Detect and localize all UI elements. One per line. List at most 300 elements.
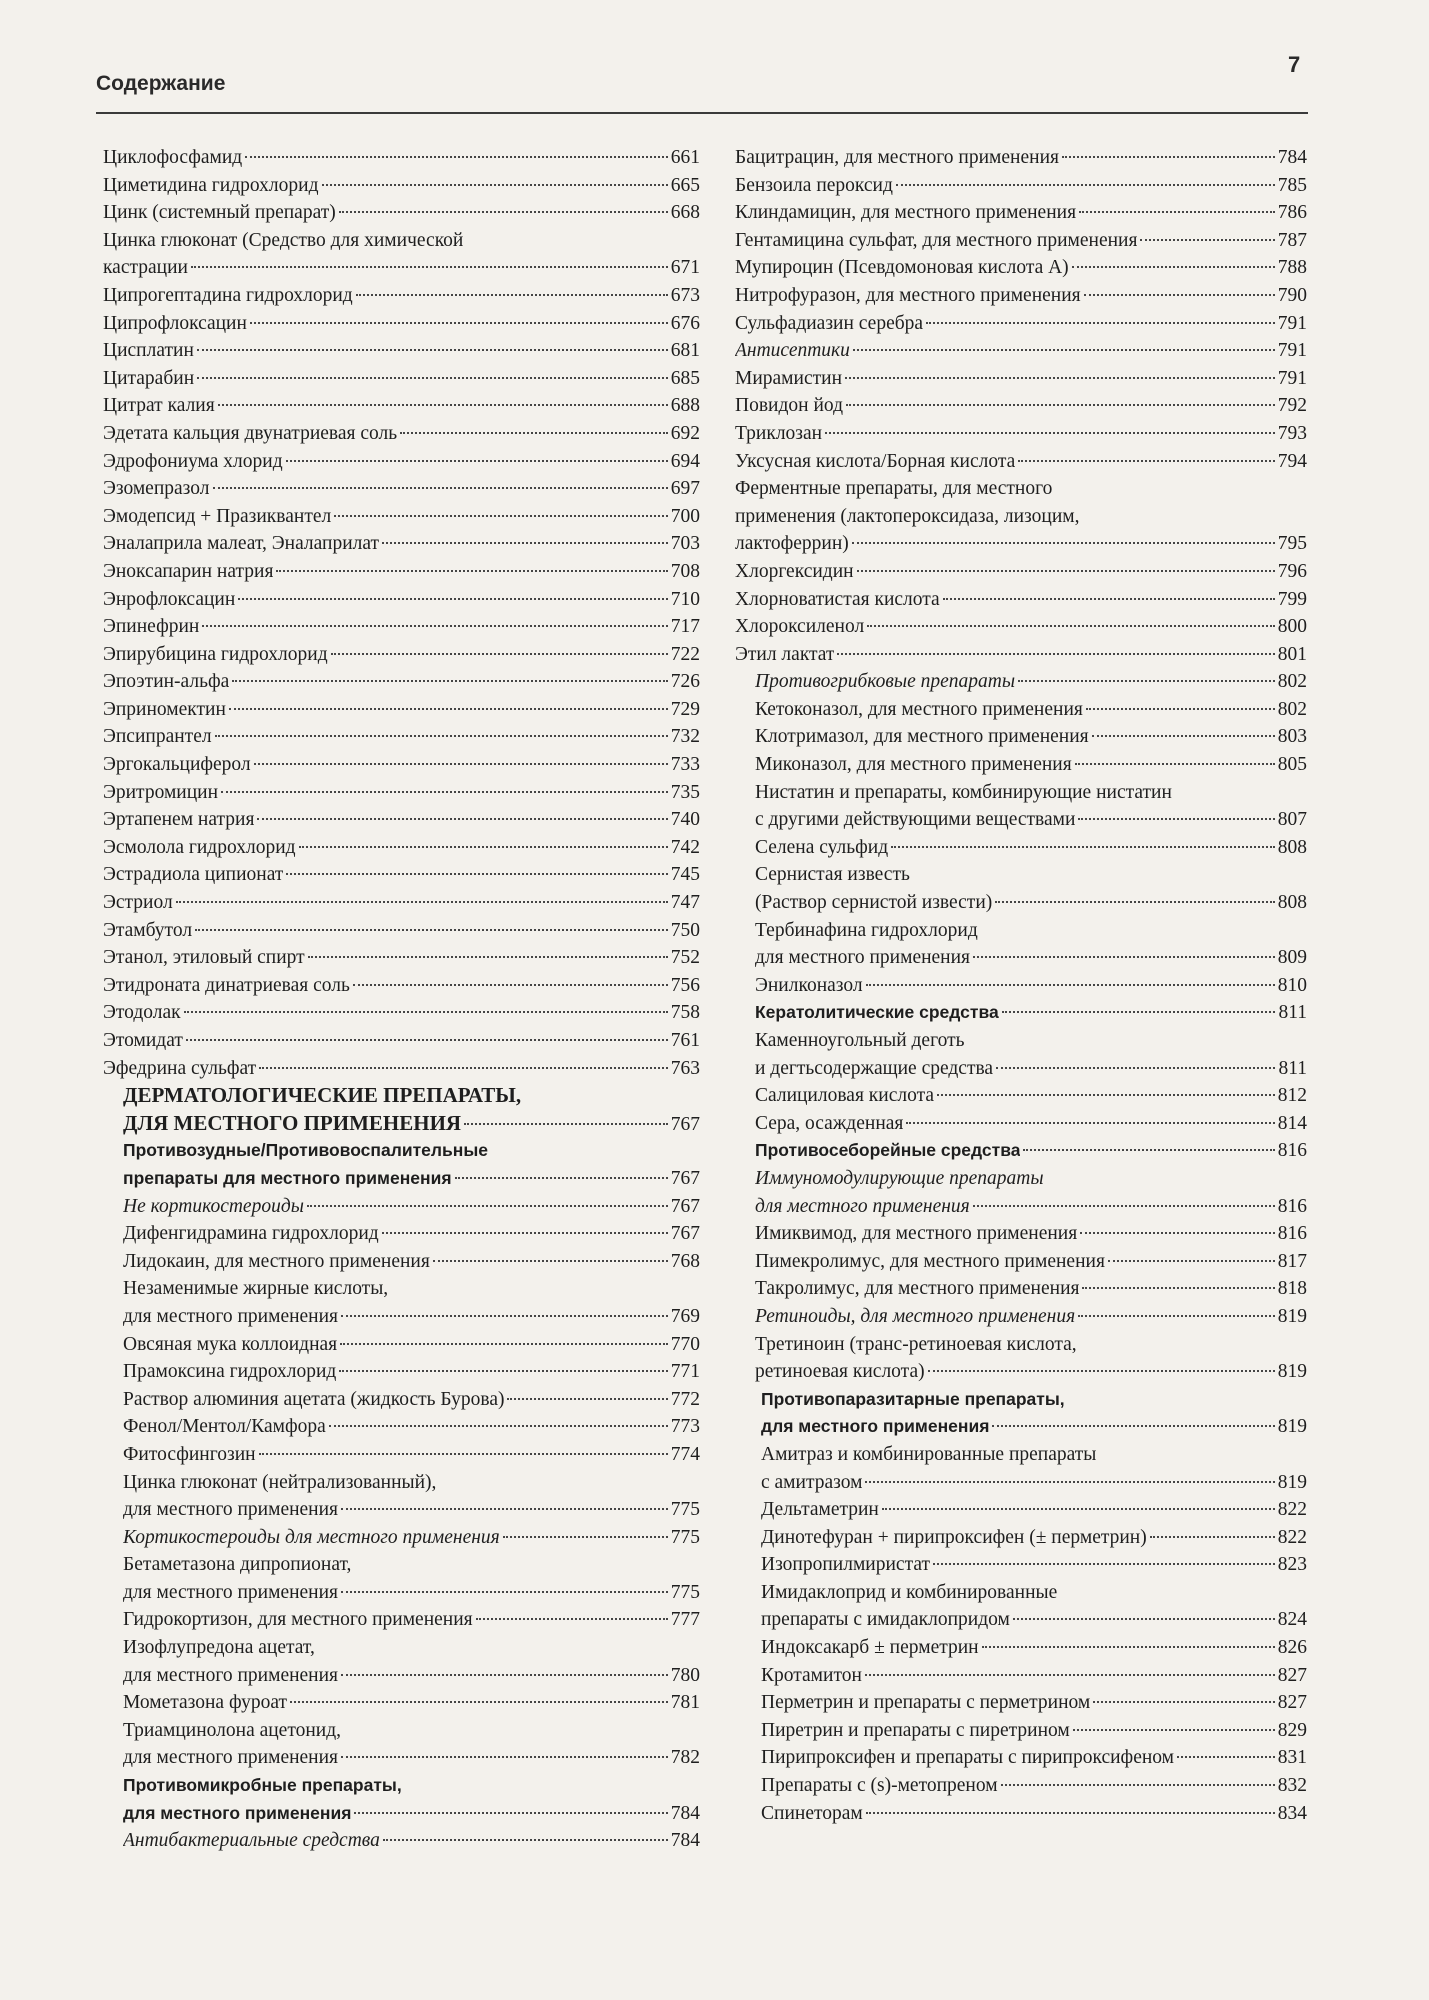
dot-leader: [865, 1674, 1275, 1676]
toc-entry-title: Энилконазол: [755, 974, 863, 996]
toc-entry-title: лактоферрин): [735, 533, 849, 555]
toc-entry: [735, 1248, 1307, 1276]
toc-entry: [735, 751, 1307, 779]
toc-entry-title: Салициловая кислота: [755, 1085, 935, 1107]
toc-entry-page: 786: [1277, 202, 1307, 224]
toc-entry-page: 805: [1277, 754, 1307, 776]
toc-entry-title: Такролимус, для местного применения: [755, 1278, 1080, 1300]
toc-entry-page: 802: [1277, 698, 1307, 720]
toc-entry-title: Фитосфингозин: [123, 1443, 256, 1465]
toc-entry: [103, 1469, 700, 1497]
toc-entry-page: 688: [670, 395, 700, 417]
dot-leader: [973, 1205, 1275, 1207]
toc-entry: [735, 1110, 1307, 1138]
dot-leader: [982, 1646, 1275, 1648]
toc-entry-title: Этил лактат: [735, 643, 835, 665]
dot-leader: [1084, 294, 1275, 296]
toc-entry-title: Прамоксина гидрохлорид: [123, 1361, 337, 1383]
toc-entry-title: Эргокальциферол: [103, 754, 251, 776]
toc-entry: [103, 1055, 700, 1083]
toc-entry-title: Нитрофуразон, для местного применения: [735, 284, 1081, 306]
toc-entry-page: 811: [1278, 1002, 1307, 1024]
toc-entry-title: с амитразом: [761, 1471, 863, 1493]
toc-entry-title: Ципрогептадина гидрохлорид: [103, 284, 353, 306]
toc-entry-page: 819: [1277, 1305, 1307, 1327]
toc-entry-title: Овсяная мука коллоидная: [123, 1333, 338, 1355]
toc-entry: [103, 227, 700, 255]
toc-entry: [735, 972, 1307, 1000]
toc-entry: [103, 530, 700, 558]
dot-leader: [308, 956, 668, 958]
toc-entry-title: Триамцинолона ацетонид,: [123, 1719, 342, 1741]
toc-entry: [103, 806, 700, 834]
toc-entry-page: 809: [1277, 947, 1307, 969]
toc-entry: [103, 1386, 700, 1414]
toc-entry-title: Ретиноиды, для местного применения: [755, 1305, 1076, 1327]
dot-leader: [1013, 1618, 1275, 1620]
toc-entry: [735, 475, 1307, 503]
toc-entry-page: 827: [1277, 1664, 1307, 1686]
dot-leader: [299, 846, 668, 848]
toc-entry-title: ДЕРМАТОЛОГИЧЕСКИЕ ПРЕПАРАТЫ,: [123, 1083, 522, 1108]
toc-entry-title: Сернистая известь: [755, 864, 910, 886]
dot-leader: [250, 322, 668, 324]
toc-entry: [103, 1827, 700, 1855]
dot-leader: [356, 294, 668, 296]
dot-leader: [1092, 735, 1275, 737]
toc-entry-page: 791: [1277, 367, 1307, 389]
toc-entry-page: 796: [1277, 560, 1307, 582]
toc-entry-page: 661: [670, 147, 700, 168]
toc-entry: [103, 641, 700, 669]
toc-entry: [103, 668, 700, 696]
toc-entry-title: Противозудные/Противовоспалительные: [123, 1140, 489, 1161]
dot-leader: [882, 1508, 1275, 1510]
toc-entry-page: 735: [670, 781, 700, 803]
toc-entry-page: 832: [1277, 1775, 1307, 1797]
toc-entry-title: Кератолитические средства: [755, 1002, 999, 1023]
dot-leader: [307, 1205, 668, 1207]
toc-entry: [735, 1358, 1307, 1386]
toc-entry-title: Эмодепсид + Празиквантел: [103, 505, 332, 527]
toc-entry-title: Клиндамицин, для местного применения: [735, 202, 1077, 224]
toc-entry-page: 758: [670, 1002, 700, 1024]
toc-entry-title: с другими действующими веществами: [755, 809, 1076, 831]
dot-leader: [218, 404, 668, 406]
dot-leader: [1078, 818, 1274, 820]
toc-entry: [103, 475, 700, 503]
toc-entry-page: 791: [1277, 340, 1307, 362]
toc-entry: [103, 861, 700, 889]
toc-entry: [103, 1800, 700, 1828]
toc-entry-title: Антибактериальные средства: [123, 1830, 380, 1852]
toc-entry-page: 826: [1277, 1637, 1307, 1659]
toc-entry-page: 819: [1277, 1471, 1307, 1493]
toc-entry-title: Эпирубицина гидрохлорид: [103, 643, 328, 665]
toc-entry-page: 827: [1277, 1692, 1307, 1714]
toc-entry: [735, 1386, 1307, 1414]
dot-leader: [1140, 239, 1274, 241]
toc-entry-page: 767: [670, 1167, 700, 1189]
toc-entry-title: Лидокаин, для местного применения: [123, 1250, 430, 1272]
toc-entry: [103, 1689, 700, 1717]
toc-entry-page: 726: [670, 671, 700, 693]
dot-leader: [1177, 1756, 1275, 1758]
toc-entry-title: Индоксакарб ± перметрин: [761, 1637, 979, 1659]
toc-entry: [103, 310, 700, 338]
toc-entry-title: Сера, осажденная: [755, 1112, 904, 1134]
dot-leader: [197, 377, 668, 379]
toc-entry: [735, 1662, 1307, 1690]
toc-entry-page: 818: [1277, 1278, 1307, 1300]
toc-entry-title: для местного применения: [123, 1664, 339, 1686]
toc-entry: [103, 586, 700, 614]
toc-entry-page: 752: [670, 947, 700, 969]
toc-entry-page: 816: [1277, 1223, 1307, 1245]
dot-leader: [1062, 156, 1275, 158]
toc-entry-title: Противомикробные препараты,: [123, 1775, 402, 1796]
toc-entry-title: Эналаприла малеат, Эналаприлат: [103, 533, 380, 555]
toc-entry-title: Цинка глюконат (Средство для химической: [103, 229, 464, 251]
toc-entry-title: Раствор алюминия ацетата (жидкость Бурова): [123, 1388, 505, 1410]
toc-entry-title: Пирипроксифен и препараты с пирипроксифеном: [761, 1747, 1175, 1769]
toc-entry: [103, 503, 700, 531]
toc-entry-title: Эфедрина сульфат: [103, 1057, 257, 1079]
toc-entry: [103, 1551, 700, 1579]
toc-entry: [103, 448, 700, 476]
dot-leader: [455, 1177, 668, 1179]
toc-entry: [735, 917, 1307, 945]
toc-entry-title: Сульфадиазин серебра: [735, 312, 924, 334]
toc-entry: [103, 779, 700, 807]
toc-entry-title: Дифенгидрамина гидрохлорид: [123, 1223, 379, 1245]
toc-entry-page: 742: [670, 836, 700, 858]
toc-entry-page: 817: [1277, 1250, 1307, 1272]
toc-entry: [103, 1220, 700, 1248]
toc-entry: [103, 1137, 700, 1165]
toc-entry: [103, 751, 700, 779]
toc-entry-page: 671: [670, 257, 700, 279]
dot-leader: [852, 542, 1275, 544]
toc-entry-page: 824: [1277, 1609, 1307, 1631]
toc-entry-title: Гидрокортизон, для местного применения: [123, 1609, 473, 1631]
toc-entry-title: Эзомепразол: [103, 478, 210, 500]
toc-entry: [735, 889, 1307, 917]
toc-entry: [735, 1551, 1307, 1579]
toc-entry-title: Пимекролимус, для местного применения: [755, 1250, 1105, 1272]
dot-leader: [341, 1674, 668, 1676]
toc-entry: [735, 834, 1307, 862]
toc-entry-page: 732: [670, 726, 700, 748]
toc-entry: [735, 448, 1307, 476]
toc-entry-title: Эртапенем натрия: [103, 809, 255, 831]
toc-entry: [735, 1524, 1307, 1552]
dot-leader: [186, 1039, 668, 1041]
dot-leader: [334, 515, 668, 517]
dot-leader: [1018, 460, 1274, 462]
toc-entry-page: 668: [670, 202, 700, 224]
page-title: Содержание: [96, 72, 226, 95]
toc-entry: [103, 1579, 700, 1607]
toc-entry-page: 799: [1277, 588, 1307, 610]
dot-leader: [331, 653, 668, 655]
toc-entry: [735, 1193, 1307, 1221]
toc-entry-page: 822: [1277, 1499, 1307, 1521]
dot-leader: [1073, 1729, 1275, 1731]
toc-entry-title: Эпоэтин-альфа: [103, 671, 230, 693]
dot-leader: [1082, 1287, 1274, 1289]
dot-leader: [1075, 763, 1275, 765]
dot-leader: [257, 818, 667, 820]
toc-entry: [103, 889, 700, 917]
toc-entry-title: Кетоконазол, для местного применения: [755, 698, 1083, 720]
dot-leader: [286, 460, 668, 462]
dot-leader: [1078, 1315, 1275, 1317]
toc-entry: [735, 641, 1307, 669]
toc-entry-page: 800: [1277, 616, 1307, 638]
toc-entry-title: Энрофлоксацин: [103, 588, 236, 610]
toc-entry-page: 775: [670, 1581, 700, 1603]
toc-entry-page: 708: [670, 560, 700, 582]
dot-leader: [906, 1122, 1274, 1124]
toc-entry-page: 729: [670, 698, 700, 720]
dot-leader: [339, 1370, 667, 1372]
toc-entry-page: 834: [1277, 1802, 1307, 1824]
toc-entry: [103, 1110, 700, 1138]
toc-entry-page: 767: [670, 1223, 700, 1245]
toc-entry: [103, 723, 700, 751]
dot-leader: [867, 625, 1275, 627]
toc-entry-title: Антисептики: [735, 340, 850, 362]
dot-leader: [259, 1067, 668, 1069]
dot-leader: [341, 1756, 668, 1758]
toc-entry-title: Противопаразитарные препараты,: [761, 1388, 1065, 1409]
toc-entry-title: Этанол, этиловый спирт: [103, 947, 305, 969]
toc-entry-title: Цитрат калия: [103, 395, 215, 417]
toc-entry-title: Тербинафина гидрохлорид: [755, 919, 978, 941]
toc-entry-page: 793: [1277, 422, 1307, 444]
toc-entry-title: Динотефуран + пирипроксифен (± перметрин): [761, 1526, 1147, 1548]
toc-entry-page: 694: [670, 450, 700, 472]
toc-entry-page: 673: [670, 284, 700, 306]
toc-entry-title: Этомидат: [103, 1030, 183, 1051]
toc-entry-page: 771: [670, 1361, 700, 1383]
toc-entry-page: 777: [670, 1609, 700, 1631]
dot-leader: [340, 1343, 668, 1345]
dot-leader: [853, 349, 1275, 351]
toc-entry-page: 685: [670, 367, 700, 389]
toc-entry: [103, 972, 700, 1000]
toc-entry-page: 790: [1277, 284, 1307, 306]
dot-leader: [1108, 1260, 1275, 1262]
toc-entry-title: Хлорноватистая кислота: [735, 588, 940, 610]
toc-entry: [103, 1027, 700, 1055]
toc-entry-title: Изофлупредона ацетат,: [123, 1637, 315, 1659]
toc-entry: [103, 254, 700, 282]
toc-entry: [103, 1441, 700, 1469]
toc-entry-page: 775: [670, 1526, 700, 1548]
toc-entry: [735, 1413, 1307, 1441]
dot-leader: [1079, 211, 1275, 213]
toc-entry-title: Гентамицина сульфат, для местного применения: [735, 229, 1138, 251]
toc-entry-title: Препараты с (s)-метопреном: [761, 1775, 998, 1797]
dot-leader: [503, 1536, 668, 1538]
dot-leader: [213, 487, 668, 489]
toc-entry: [735, 282, 1307, 310]
dot-leader: [992, 1425, 1274, 1427]
toc-entry: [735, 861, 1307, 889]
toc-entry-page: 676: [670, 312, 700, 334]
toc-entry-title: Ферментные препараты, для местного: [735, 478, 1053, 500]
toc-entry: [103, 1524, 700, 1552]
toc-entry-title: Пиретрин и препараты с пиретрином: [761, 1719, 1070, 1741]
toc-entry-title: Хлороксиленол: [735, 616, 865, 638]
toc-entry-page: 784: [670, 1830, 700, 1852]
toc-entry: [103, 558, 700, 586]
toc-entry-title: для местного применения: [123, 1747, 339, 1769]
toc-entry-title: Противогрибковые препараты: [755, 671, 1016, 693]
toc-entry: [735, 1496, 1307, 1524]
toc-entry-page: 692: [670, 422, 700, 444]
toc-entry: [103, 1496, 700, 1524]
toc-entry-title: Мирамистин: [735, 367, 843, 389]
toc-entry-title: препараты для местного применения: [123, 1167, 452, 1188]
dot-leader: [1086, 708, 1275, 710]
dot-leader: [825, 432, 1275, 434]
toc-column-left: [103, 144, 700, 1855]
toc-entry-title: ретиноевая кислота): [755, 1361, 925, 1383]
dot-leader: [1072, 266, 1275, 268]
toc-entry: [103, 1303, 700, 1331]
toc-entry-page: 823: [1277, 1554, 1307, 1576]
toc-entry: [735, 1579, 1307, 1607]
toc-entry: [735, 1055, 1307, 1083]
toc-entry-page: 717: [670, 616, 700, 638]
dot-leader: [891, 846, 1275, 848]
toc-entry-title: для местного применения: [755, 1195, 970, 1217]
dot-leader: [928, 1370, 1275, 1372]
toc-entry-title: Ципрофлоксацин: [103, 312, 247, 334]
toc-entry-page: 802: [1277, 671, 1307, 693]
toc-entry-page: 740: [670, 809, 700, 831]
toc-entry-page: 665: [670, 174, 700, 196]
dot-leader: [926, 322, 1275, 324]
toc-entry-title: Имиквимод, для местного применения: [755, 1223, 1078, 1245]
toc-entry-page: 745: [670, 864, 700, 886]
toc-entry-page: 710: [670, 588, 700, 610]
toc-entry-title: для местного применения: [755, 947, 971, 969]
dot-leader: [184, 1011, 668, 1013]
dot-leader: [354, 1812, 667, 1814]
toc-entry-title: Дельтаметрин: [761, 1499, 879, 1521]
toc-entry-page: 787: [1277, 229, 1307, 251]
dot-leader: [353, 984, 668, 986]
toc-entry: [103, 1358, 700, 1386]
toc-entry-page: 812: [1277, 1085, 1307, 1107]
toc-entry-page: 767: [670, 1195, 700, 1217]
toc-entry: [103, 1634, 700, 1662]
toc-entry: [735, 1800, 1307, 1828]
dot-leader: [1002, 1011, 1276, 1013]
toc-entry: [103, 1772, 700, 1800]
dot-leader: [400, 432, 668, 434]
toc-entry: [735, 144, 1307, 172]
dot-leader: [197, 349, 668, 351]
dot-leader: [202, 625, 667, 627]
toc-entry-page: 822: [1277, 1526, 1307, 1548]
toc-entry-title: Цисплатин: [103, 340, 194, 362]
dot-leader: [837, 653, 1274, 655]
toc-entry-page: 784: [1277, 147, 1307, 168]
toc-entry-page: 703: [670, 533, 700, 555]
dot-leader: [341, 1508, 668, 1510]
toc-entry-title: Эприномектин: [103, 698, 226, 720]
toc-entry-page: 808: [1277, 892, 1307, 914]
toc-entry-title: Эдетата кальция двунатриевая соль: [103, 422, 398, 444]
toc-entry-title: для местного применения: [123, 1802, 352, 1823]
toc-entry-title: Бетаметазона дипропионат,: [123, 1554, 352, 1576]
dot-leader: [507, 1398, 667, 1400]
toc-entry-title: для местного применения: [123, 1499, 339, 1521]
toc-entry-title: для местного применения: [123, 1305, 339, 1327]
toc-entry: [735, 1634, 1307, 1662]
toc-entry-page: 801: [1277, 643, 1307, 665]
toc-entry-page: 808: [1277, 836, 1307, 858]
dot-leader: [322, 184, 668, 186]
page-number: 7: [1288, 52, 1301, 77]
dot-leader: [259, 1453, 668, 1455]
toc-entry: [103, 392, 700, 420]
toc-entry: [103, 834, 700, 862]
toc-entry: [735, 1441, 1307, 1469]
toc-entry: [735, 1137, 1307, 1165]
toc-entry: [103, 1717, 700, 1745]
dot-leader: [896, 184, 1275, 186]
toc-entry-title: Бацитрацин, для местного применения: [735, 147, 1059, 168]
toc-entry-page: 681: [670, 340, 700, 362]
toc-entry-title: Кротамитон: [761, 1664, 862, 1686]
toc-entry-page: 794: [1277, 450, 1307, 472]
dot-leader: [937, 1094, 1275, 1096]
dot-leader: [339, 211, 668, 213]
toc-entry-title: Уксусная кислота/Борная кислота: [735, 450, 1016, 472]
toc-entry-page: 763: [670, 1057, 700, 1079]
toc-entry-title: Фенол/Ментол/Камфора: [123, 1416, 326, 1438]
toc-entry-page: 791: [1277, 312, 1307, 334]
toc-entry-page: 775: [670, 1499, 700, 1521]
toc-entry: [735, 1689, 1307, 1717]
dot-leader: [943, 598, 1275, 600]
toc-entry: [103, 144, 700, 172]
toc-entry-page: 780: [670, 1664, 700, 1686]
dot-leader: [238, 598, 667, 600]
toc-entry-page: 792: [1277, 395, 1307, 417]
toc-entry: [103, 944, 700, 972]
toc-entry-title: Клотримазол, для местного применения: [755, 726, 1089, 748]
toc-entry-title: Противосеборейные средства: [755, 1140, 1021, 1161]
toc-entry: [103, 1413, 700, 1441]
toc-entry-title: Миконазол, для местного применения: [755, 754, 1072, 776]
toc-entry-title: препараты с имидаклопридом: [761, 1609, 1010, 1631]
toc-entry-page: 807: [1277, 809, 1307, 831]
toc-entry-page: 772: [670, 1388, 700, 1410]
toc-entry: [735, 613, 1307, 641]
toc-entry-page: 769: [670, 1305, 700, 1327]
dot-leader: [845, 377, 1275, 379]
toc-entry-page: 767: [670, 1113, 700, 1135]
dot-leader: [846, 404, 1275, 406]
toc-entry: [735, 227, 1307, 255]
